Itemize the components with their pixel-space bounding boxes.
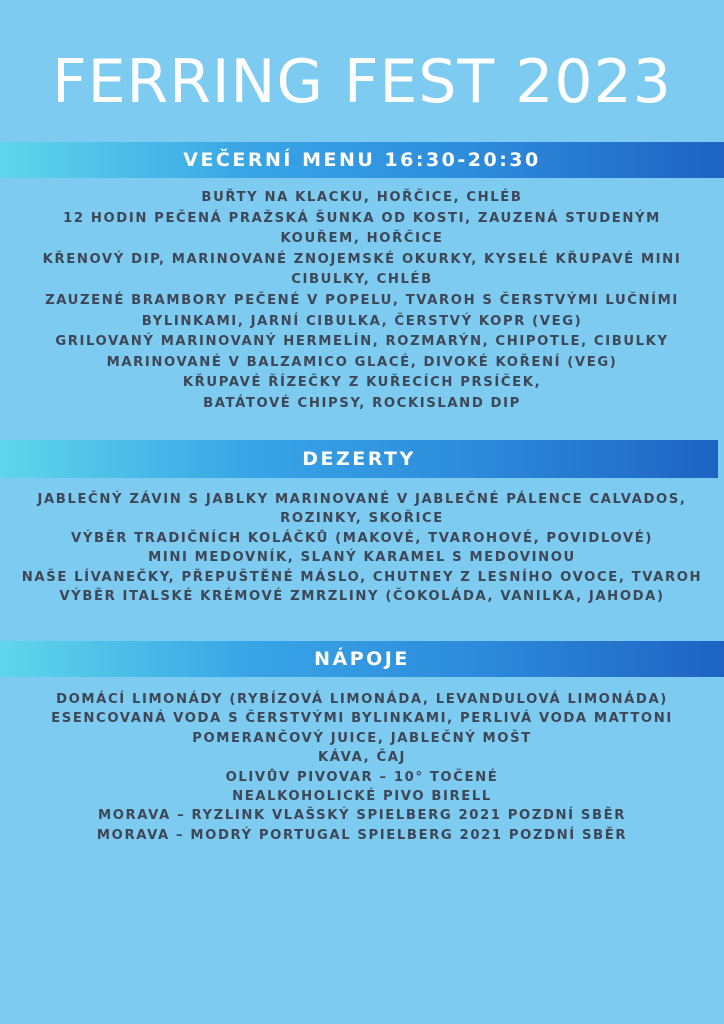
menu-line: MARINOVANÉ V BALZAMICO GLACÉ, DIVOKÉ KOŘENÍ (VEG) <box>106 354 618 370</box>
menu-line: POMERANČOVÝ JUICE, JABLEČNÝ MOŠT <box>192 730 532 746</box>
menu-line: KŘUPAVÉ ŘÍZEČKY Z KUŘECÍCH PRSÍČEK, <box>182 375 542 391</box>
menu-line: ZAUZENÉ BRAMBORY PEČENÉ V POPELU, TVAROH S ČERSTVÝMI LUČNÍMI <box>45 292 679 308</box>
menu-line: NAŠE LÍVANEČKY, PŘEPUŠTĚNÉ MÁSLO, CHUTNEY Z LESNÍHO OVOCE, TVAROH <box>21 569 703 585</box>
section-heading-evening-menu: VEČERNÍ MENU 16:30-20:30 <box>0 142 724 178</box>
menu-line: VÝBĚR ITALSKÉ KRÉMOVÉ ZMRZLINY (ČOKOLÁDA, VANILKA, JAHODA) <box>59 589 665 605</box>
menu-line: BUŘTY NA KLACKU, HOŘČICE, CHLÉB <box>201 190 523 205</box>
menu-line: MORAVA – MODRÝ PORTUGAL SPIELBERG 2021 POZDNÍ SBĚR <box>96 827 628 843</box>
menu-line: ROZINKY, SKOŘICE <box>280 511 444 527</box>
menu-line: JABLEČNÝ ZÁVIN S JABLKY MARINOVANÉ V JABLEČNÉ PÁLENCE CALVADOS, <box>37 492 687 507</box>
menu-line: ESENCOVANÁ VODA S ČERSTVÝMI BYLINKAMI, PERLIVÁ VODA MATTONI <box>51 711 673 727</box>
drinks-list <box>10 690 714 845</box>
menu-line: VÝBĚR TRADIČNÍCH KOLÁČKŮ (MAKOVÉ, TVAROHOVÉ, POVIDLOVÉ) <box>71 530 653 546</box>
menu-line: CIBULKY, CHLÉB <box>291 272 433 288</box>
section-heading-drinks: NÁPOJE <box>0 641 724 677</box>
menu-line: NEALKOHOLICKÉ PIVO BIRELL <box>232 789 492 805</box>
menu-line: KOUŘEM, HOŘČICE <box>280 231 444 247</box>
menu-line: BYLINKAMI, JARNÍ CIBULKA, ČERSTVÝ KOPR (VEG) <box>141 313 583 329</box>
menu-line: MINI MEDOVNÍK, SLANÝ KARAMEL S MEDOVINOU <box>148 550 576 566</box>
menu-line: DOMÁCÍ LIMONÁDY (RYBÍZOVÁ LIMONÁDA, LEVANDULOVÁ LIMONÁDA) <box>56 692 668 707</box>
menu-line: OLIVŮV PIVOVAR – 10° TOČENÉ <box>225 769 499 785</box>
menu-line: 12 HODIN PEČENÁ PRAŽSKÁ ŠUNKA OD KOSTI, ZAUZENÁ STUDENÝM <box>63 210 661 226</box>
section-heading-desserts: DEZERTY <box>0 440 718 478</box>
menu-line: BATÁTOVÉ CHIPSY, ROCKISLAND DIP <box>203 395 521 411</box>
evening-menu-list <box>10 188 714 415</box>
desserts-list <box>10 490 714 606</box>
menu-line: GRILOVANÝ MARINOVANÝ HERMELÍN, ROZMARÝN, CHIPOTLE, CIBULKY <box>55 334 669 350</box>
page-title: FERRING FEST 2023 <box>52 47 672 117</box>
menu-line: KÁVA, ČAJ <box>317 750 407 766</box>
menu-line: KŘENOVÝ DIP, MARINOVANÉ ZNOJEMSKÉ OKURKY, KYSELÉ KŘUPAVÉ MINI <box>42 251 682 267</box>
menu-line: MORAVA – RYZLINK VLAŠSKÝ SPIELBERG 2021 POZDNÍ SBĚR <box>97 808 626 824</box>
